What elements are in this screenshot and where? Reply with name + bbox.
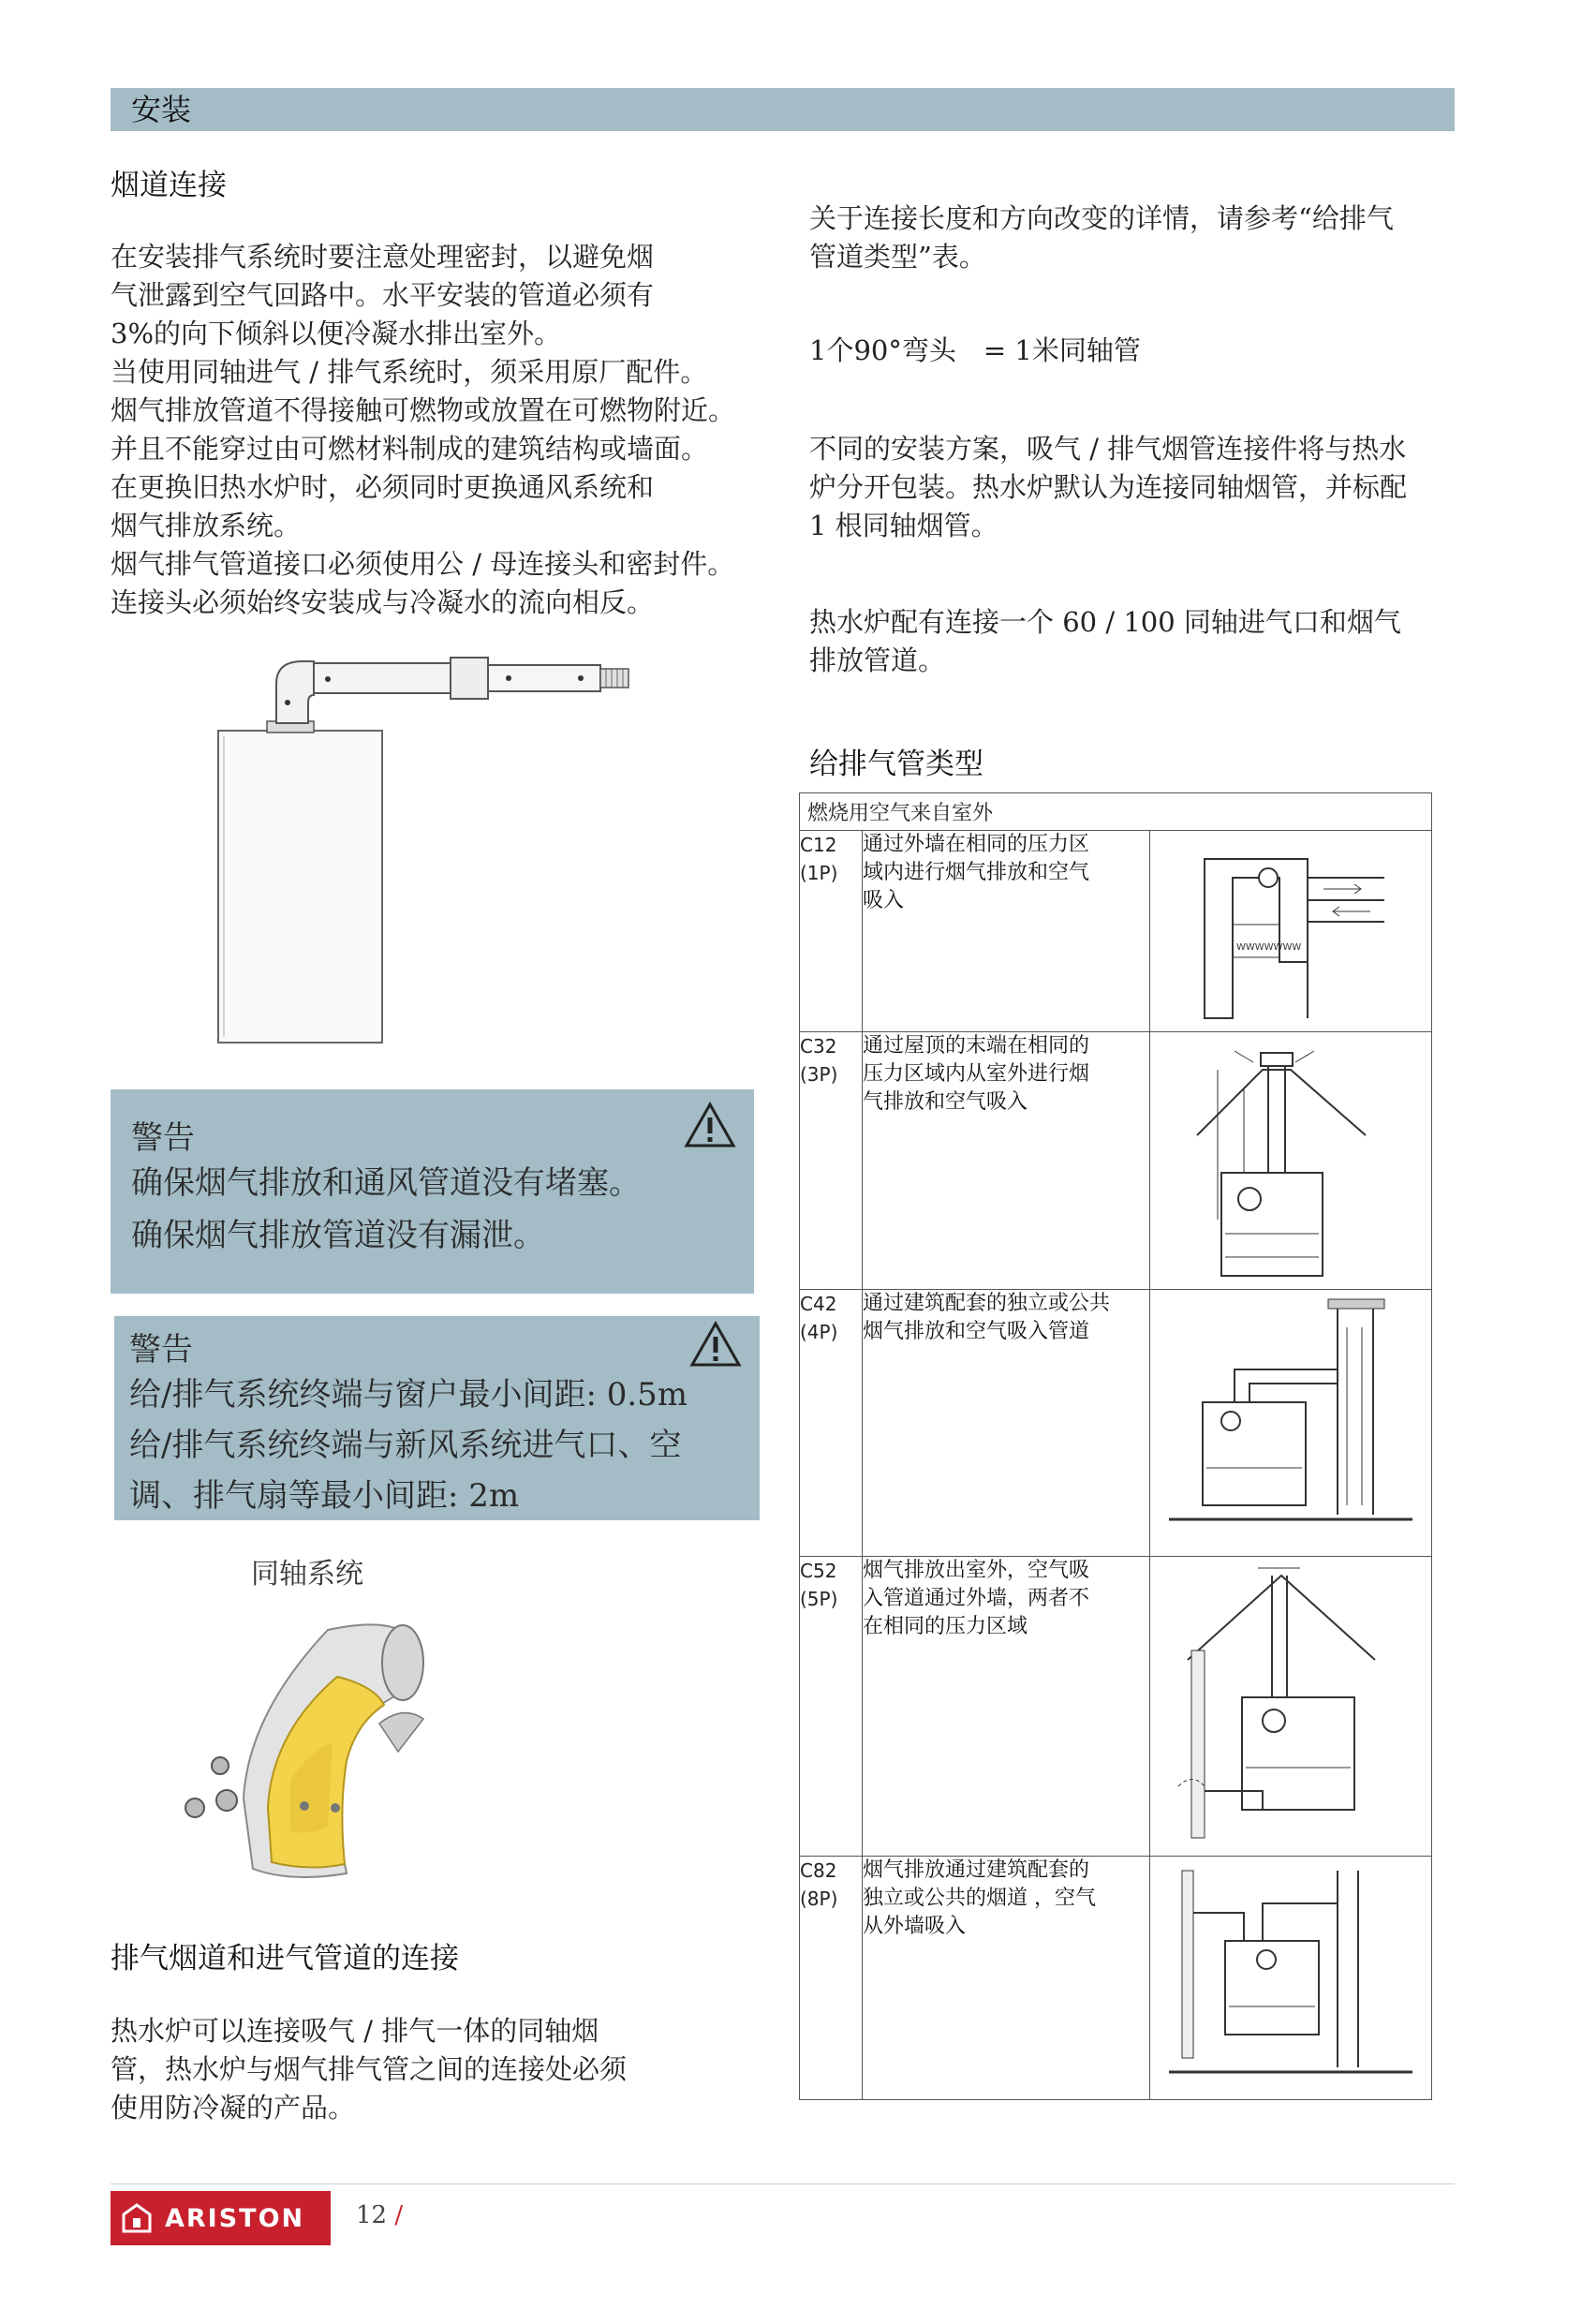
type-code: C82 <box>800 1859 837 1882</box>
warning-box-1 <box>111 1089 754 1294</box>
type-code-cell <box>800 1290 863 1557</box>
table-row <box>800 1857 1432 2100</box>
flue-line: 并且不能穿过由可燃材料制成的建筑结构或墙面。 <box>111 433 709 465</box>
type-code: C52 <box>800 1560 837 1582</box>
warning-triangle-icon <box>684 1101 736 1149</box>
page-number-slash: / <box>394 2201 404 2229</box>
type-description-cell <box>862 1557 1149 1857</box>
section-title-bar <box>111 88 1455 131</box>
warning-line: 确保烟气排放和通风管道没有堵塞。 <box>131 1164 641 1202</box>
type-code-cell <box>800 1857 863 2100</box>
flue-line: 当使用同轴进气 / 排气系统时，须采用原厂配件。 <box>111 356 708 388</box>
type-code-cell <box>800 1032 863 1290</box>
c42-diagram <box>1150 1290 1427 1552</box>
para-line: 不同的安装方案，吸气 / 排气烟管连接件将与热水 <box>809 433 1407 465</box>
brand-name: ARISTON <box>165 2203 305 2233</box>
flue-line: 连接头必须始终安装成与冷凝水的流向相反。 <box>111 586 655 618</box>
type-subcode: (8P) <box>800 1887 838 1910</box>
description-line: 通过建筑配套的独立或公共 <box>862 1292 1110 1315</box>
description-line: 域内进行烟气排放和空气 <box>862 861 1089 884</box>
table-row <box>800 1290 1432 1557</box>
coaxial-caption: 同轴系统 <box>251 1558 363 1591</box>
type-subcode: (3P) <box>800 1063 838 1086</box>
packaging-paragraph <box>809 430 1465 545</box>
para-line: 热水炉配有连接一个 60 / 100 同轴进气口和烟气 <box>809 606 1401 638</box>
connection-paragraph <box>111 2012 766 2127</box>
description-line: 气排放和空气吸入 <box>862 1090 1028 1114</box>
type-code-cell <box>800 1557 863 1857</box>
flue-type-table <box>799 792 1432 2100</box>
para-line: 管道类型”表。 <box>809 241 986 273</box>
type-diagram-cell <box>1149 1857 1431 2100</box>
para-line: 炉分开包装。热水炉默认为连接同轴烟管，并标配 <box>809 471 1408 503</box>
type-description-cell <box>862 1857 1149 2100</box>
footer-divider <box>111 2183 1455 2184</box>
flue-heading: 烟道连接 <box>111 169 227 202</box>
warning-box-2 <box>114 1316 760 1520</box>
description-line: 入管道通过外墙，两者不 <box>862 1587 1089 1610</box>
description-line: 压力区域内从室外进行烟 <box>862 1062 1089 1086</box>
c12-diagram <box>1150 831 1427 1028</box>
description-line: 独立或公共的烟道 ，空气 <box>862 1887 1096 1910</box>
table-header-row <box>800 793 1432 831</box>
coaxial-inlet-paragraph <box>809 603 1465 680</box>
page-number <box>356 2201 403 2229</box>
house-logo-icon <box>120 2201 154 2235</box>
connection-line: 使用防冷凝的产品。 <box>111 2092 356 2124</box>
c32-diagram <box>1150 1032 1427 1285</box>
warning-title: 警告 <box>131 1119 195 1157</box>
flue-line: 3%的向下倾斜以便冷凝水排出室外。 <box>111 318 562 349</box>
description-line: 通过外墙在相同的压力区 <box>862 833 1089 856</box>
flue-line: 在安装排气系统时要注意处理密封，以避免烟 <box>111 241 655 273</box>
flue-line: 在更换旧热水炉时，必须同时更换通风系统和 <box>111 471 655 503</box>
table-heading: 给排气管类型 <box>809 748 983 781</box>
coaxial-elbow-illustration <box>178 1611 431 1892</box>
description-line: 在相同的压力区域 <box>862 1615 1028 1638</box>
flue-line: 烟气排放系统。 <box>111 510 302 541</box>
para-line: 排放管道。 <box>809 644 946 676</box>
connection-line: 管，热水炉与烟气排气管之间的连接处必须 <box>111 2053 628 2085</box>
warning-title: 警告 <box>129 1331 193 1369</box>
warning-line: 给/排气系统终端与窗户最小间距: 0.5m <box>129 1376 688 1414</box>
type-diagram-cell <box>1149 1557 1431 1857</box>
flue-line: 气泄露到空气回路中。水平安装的管道必须有 <box>111 279 655 311</box>
type-description-cell <box>862 1290 1149 1557</box>
type-subcode: (5P) <box>800 1588 838 1610</box>
table-row <box>800 831 1432 1032</box>
page-number-value: 12 <box>356 2201 388 2229</box>
description-line: 通过屋顶的末端在相同的 <box>862 1034 1089 1058</box>
warning-triangle-icon <box>689 1320 742 1369</box>
boiler-pipe-illustration <box>211 656 679 1049</box>
warning-line: 确保烟气排放管道没有漏泄。 <box>131 1217 545 1254</box>
connection-line: 热水炉可以连接吸气 / 排气一体的同轴烟 <box>111 2015 599 2047</box>
description-line: 烟气排放出室外，空气吸 <box>862 1559 1089 1582</box>
c82-diagram <box>1150 1857 1427 2095</box>
length-reference-paragraph <box>809 200 1465 276</box>
type-description-cell <box>862 1032 1149 1290</box>
table-row <box>800 1557 1432 1857</box>
type-code: C32 <box>800 1035 837 1058</box>
type-code: C12 <box>800 834 837 856</box>
description-line: 烟气排放和空气吸入管道 <box>862 1320 1089 1343</box>
table-row <box>800 1032 1432 1290</box>
type-description-cell <box>862 831 1149 1032</box>
para-line: 关于连接长度和方向改变的详情，请参考“给排气 <box>809 202 1394 234</box>
connection-heading: 排气烟道和进气管道的连接 <box>111 1942 459 1976</box>
elbow-rule: 1个90°弯头 = 1米同轴管 <box>809 334 1141 366</box>
description-line: 吸入 <box>862 889 904 912</box>
ariston-logo <box>111 2191 331 2245</box>
table-header-cell: 燃烧用空气来自室外 <box>800 793 1432 831</box>
type-diagram-cell <box>1149 1032 1431 1290</box>
type-diagram-cell <box>1149 831 1431 1032</box>
flue-line: 烟气排放管道不得接触可燃物或放置在可燃物附近。 <box>111 394 736 426</box>
type-code: C42 <box>800 1293 837 1315</box>
section-title: 安装 <box>131 92 192 127</box>
type-diagram-cell <box>1149 1290 1431 1557</box>
type-subcode: (1P) <box>800 862 838 884</box>
description-line: 烟气排放通过建筑配套的 <box>862 1858 1089 1882</box>
flue-paragraph <box>111 238 766 622</box>
svg-text:WWWWWWW: WWWWWWW <box>1235 942 1301 953</box>
description-line: 从外墙吸入 <box>862 1915 966 1938</box>
warning-line: 调、排气扇等最小间距: 2m <box>129 1477 520 1515</box>
type-subcode: (4P) <box>800 1321 838 1343</box>
para-line: 1 根同轴烟管。 <box>809 510 998 541</box>
warning-line: 给/排气系统终端与新风系统进气口、空 <box>129 1427 682 1464</box>
flue-line: 烟气排气管道接口必须使用公 / 母连接头和密封件。 <box>111 548 735 580</box>
c52-diagram <box>1150 1557 1427 1852</box>
type-code-cell <box>800 831 863 1032</box>
